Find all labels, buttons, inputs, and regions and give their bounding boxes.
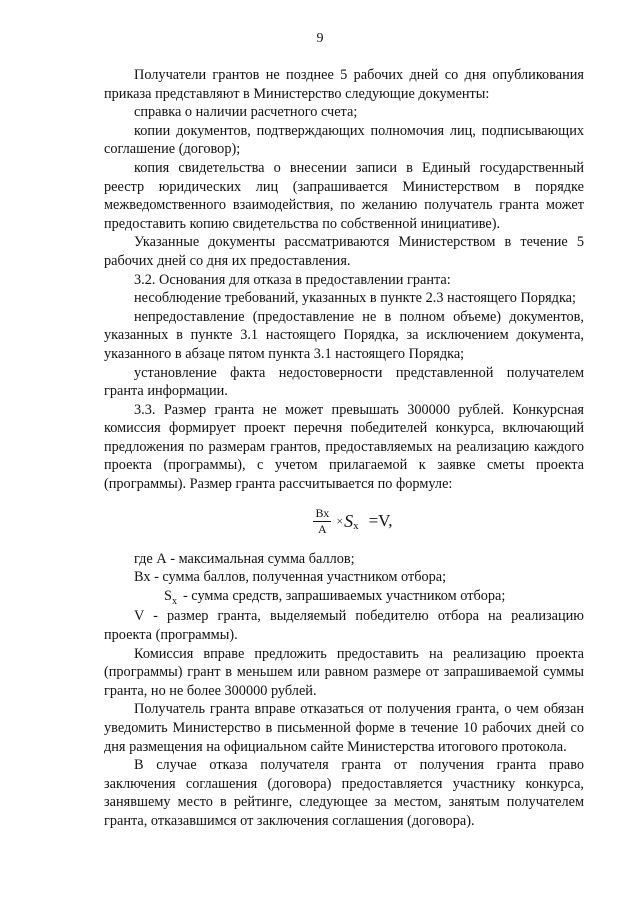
formula-numerator: Вх xyxy=(315,506,330,521)
paragraph: непредоставление (предоставление не в полном объеме) документов, указанных в пункте 3.1 настоящего Порядка, за исключением документа, указанного в абзаце пятом пункта 3.1 настоящего Порядка; xyxy=(104,308,584,362)
document-body xyxy=(104,66,584,831)
paragraph: копии документов, подтверждающих полномочия лиц, подписывающих соглашение (договор); xyxy=(104,122,584,158)
paragraph: несоблюдение требований, указанных в пункте 2.3 настоящего Порядка; xyxy=(134,290,576,307)
paragraph: справка о наличии расчетного счета; xyxy=(134,104,358,121)
paragraph: копия свидетельства о внесении записи в Единый государственный реестр юридических лиц (запрашивается Министерством в порядке межведомственного взаимодействия, по желанию получатель гранта может предоставить копию свидетельства по собственной инициативе). xyxy=(104,159,584,232)
paragraph: 3.3. Размер гранта не может превышать 300000 рублей. Конкурсная комиссия формирует проект перечня победителей конкурса, включающий предложения по размерам грантов, предоставляемых на реализацию каждого проекта (программы), с учетом прилагаемой к заявке сметы проекта (программы). Размер гранта рассчитывается по формуле: xyxy=(104,401,584,493)
paragraph: Комиссия вправе предложить предоставить на реализацию проекта (программы) грант в меньшем или равном размере от запрашиваемой суммы гранта, но не более 300000 рублей. xyxy=(104,645,584,699)
s-letter: S xyxy=(164,587,172,604)
grant-formula xyxy=(122,494,584,550)
page-number: 9 xyxy=(316,31,324,46)
paragraph: где А - максимальная сумма баллов; xyxy=(134,550,355,567)
paragraph: В случае отказа получателя гранта от получения гранта право заключения соглашения (договора) предоставляется участнику конкурса, занявшему место в рейтинге, следующее за местом, занятым получателем гранта, отказавшимся от заключения соглашения (договора). xyxy=(104,757,584,829)
formula-s-sub: x xyxy=(353,520,359,533)
paragraph: 3.2. Основания для отказа в предоставлении гранта: xyxy=(134,271,451,288)
s-subscript: x xyxy=(171,595,177,607)
paragraph: Получатели грантов не позднее 5 рабочих дней со дня опубликования приказа представляют в Министерство следующие документы: xyxy=(104,67,584,102)
formula-result: =V, xyxy=(368,511,393,531)
paragraph-s-definition xyxy=(104,587,584,608)
paragraph: установление факта недостоверности представленной получателем гранта информации. xyxy=(104,364,584,400)
paragraph: Вх - сумма баллов, полученная участником отбора; xyxy=(134,569,447,586)
s-definition-text: - сумма средств, запрашиваемых участником отбора; xyxy=(182,587,506,604)
paragraph: V - размер гранта, выделяемый победителю отбора на реализацию проекта (программы). xyxy=(104,608,584,644)
s-symbol xyxy=(134,587,177,608)
formula-times: × xyxy=(336,514,344,529)
formula-fraction xyxy=(313,506,331,537)
paragraph: Указанные документы рассматриваются Министерством в течение 5 рабочих дней со дня их предоставления. xyxy=(104,234,584,269)
formula-denominator: А xyxy=(318,522,327,537)
paragraph: Получатель гранта вправе отказаться от получения гранта, о чем обязан уведомить Министерство в письменной форме в течение 10 рабочих дней со дня размещения на официальном сайте Министерства итогового протокола. xyxy=(104,701,584,755)
formula-s: S xyxy=(344,511,354,532)
